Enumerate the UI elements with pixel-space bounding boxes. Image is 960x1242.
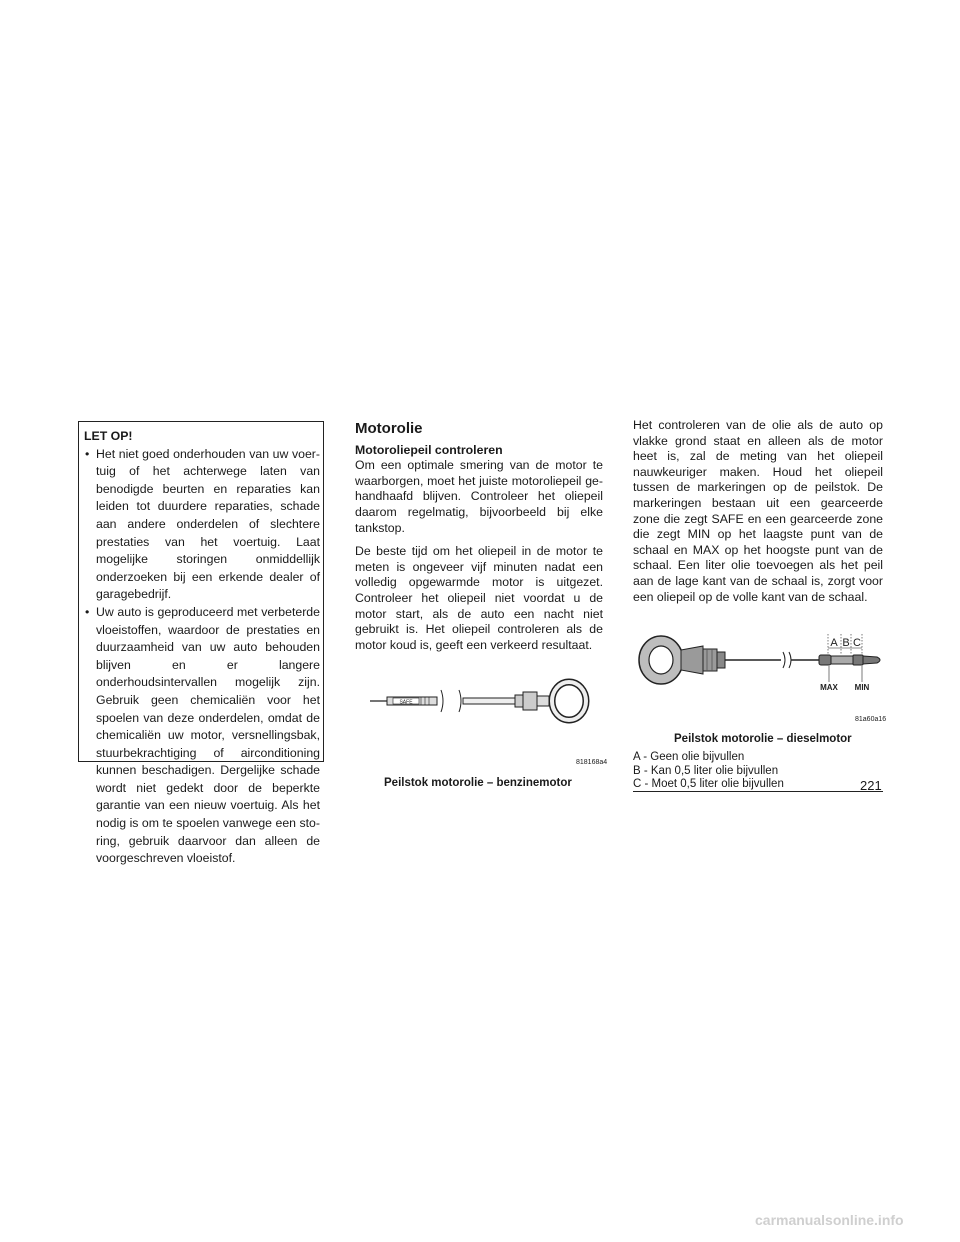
section-subtitle: Motoroliepeil controleren — [355, 442, 503, 457]
warning-item: • Het niet goed onderhouden van uw voertuig of het achterwege laten van benodigde beurten en reparaties kan leiden tot duurdere reparaties, schade aan andere onderdelen of slechtere prestaties van het voertuig. Laat mogelijke storingen onmiddellijk onderzoeken bij een erkende dealer of garagebedrijf. — [84, 446, 323, 604]
diesel-dipstick-illustration — [633, 628, 889, 724]
watermark: carmanualsonline.info — [755, 1212, 904, 1228]
paragraph: Het controleren van de olie als de auto op vlakke grond staat en alleen als de motor heet is, zal de meting van het oliepeil nauwkeuriger maken. Houd het oliepeil tussen de markeringen op de peilstok. De markeringen bestaan uit een gearceerde zone die zegt SAFE en een gearceerde zone die zegt MIN op het laagste punt van de schaal en MAX op het hoogste punt van de schaal. Een liter olie toevoegen als het peil aan de lage kant van de schaal is, zorgt voor een oliepeil op de volle kant van de schaal. — [633, 418, 883, 604]
figure-caption: Peilstok motorolie – benzinemotor — [384, 777, 572, 789]
petrol-dipstick-illustration — [355, 670, 605, 750]
legend-item: A - Geen olie bijvullen — [633, 751, 745, 763]
warning-item: • Uw auto is geproduceerd met verbeterde vloeistoffen, waardoor de prestaties en duurzaamheid van uw auto behouden blijven en er langere onderhoudsintervallen mogelijk zijn. Gebruik geen chemicaliën voor het spoelen van deze onderdelen, omdat de chemicaliën uw motor, versnellingsbak, stuurbekrachtiging of airconditioning kunnen beschadigen. Dergelijke schade wordt niet gedekt door de beperkte garantie van een nieuw voertuig. Als het nodig is om te spoelen vanwege een storing, gebruik daarvoor dan alleen de voorgeschreven vloeistof. — [84, 604, 323, 868]
marker-b-label: B — [842, 637, 850, 649]
marker-a-label: A — [830, 637, 838, 649]
figure-code: 81a60a16 — [855, 716, 887, 723]
middle-column — [355, 421, 603, 661]
figure-legend — [633, 751, 883, 792]
paragraph: Om een optimale smering van de motor te waarborgen, moet het juiste motoroliepeil gehandhaafd blijven. Controleer het oliepeil daarom regelmatig, bijvoorbeeld bij elke tankstop. — [355, 458, 603, 535]
paragraph: De beste tijd om het oliepeil in de motor te meten is ongeveer vijf minuten nadat een volledig opgewarmde motor is uitgezet. Controleer het oliepeil niet voordat u de motor start, als de auto een nacht niet gebruikt is. Het oliepeil controleren als de motor koud is, geeft een verkeerd resultaat. — [355, 544, 603, 652]
section-title: Motorolie — [355, 420, 423, 437]
max-label: MAX — [820, 683, 838, 692]
legend-divider — [633, 791, 883, 792]
min-label: MIN — [854, 683, 870, 692]
warning-box — [78, 421, 324, 866]
warning-list — [84, 446, 323, 868]
figure-code: 818168a4 — [576, 759, 608, 766]
figure-caption: Peilstok motorolie – dieselmotor — [674, 733, 852, 745]
warning-title: LET OP! — [84, 429, 133, 443]
legend-item: B - Kan 0,5 liter olie bijvullen — [633, 764, 779, 777]
right-column — [633, 418, 883, 613]
legend-item: C - Moet 0,5 liter olie bijvullen — [633, 778, 784, 790]
page-number: 221 — [860, 778, 882, 793]
marker-c-label: C — [853, 637, 861, 649]
safe-label: SAFE — [399, 699, 413, 706]
